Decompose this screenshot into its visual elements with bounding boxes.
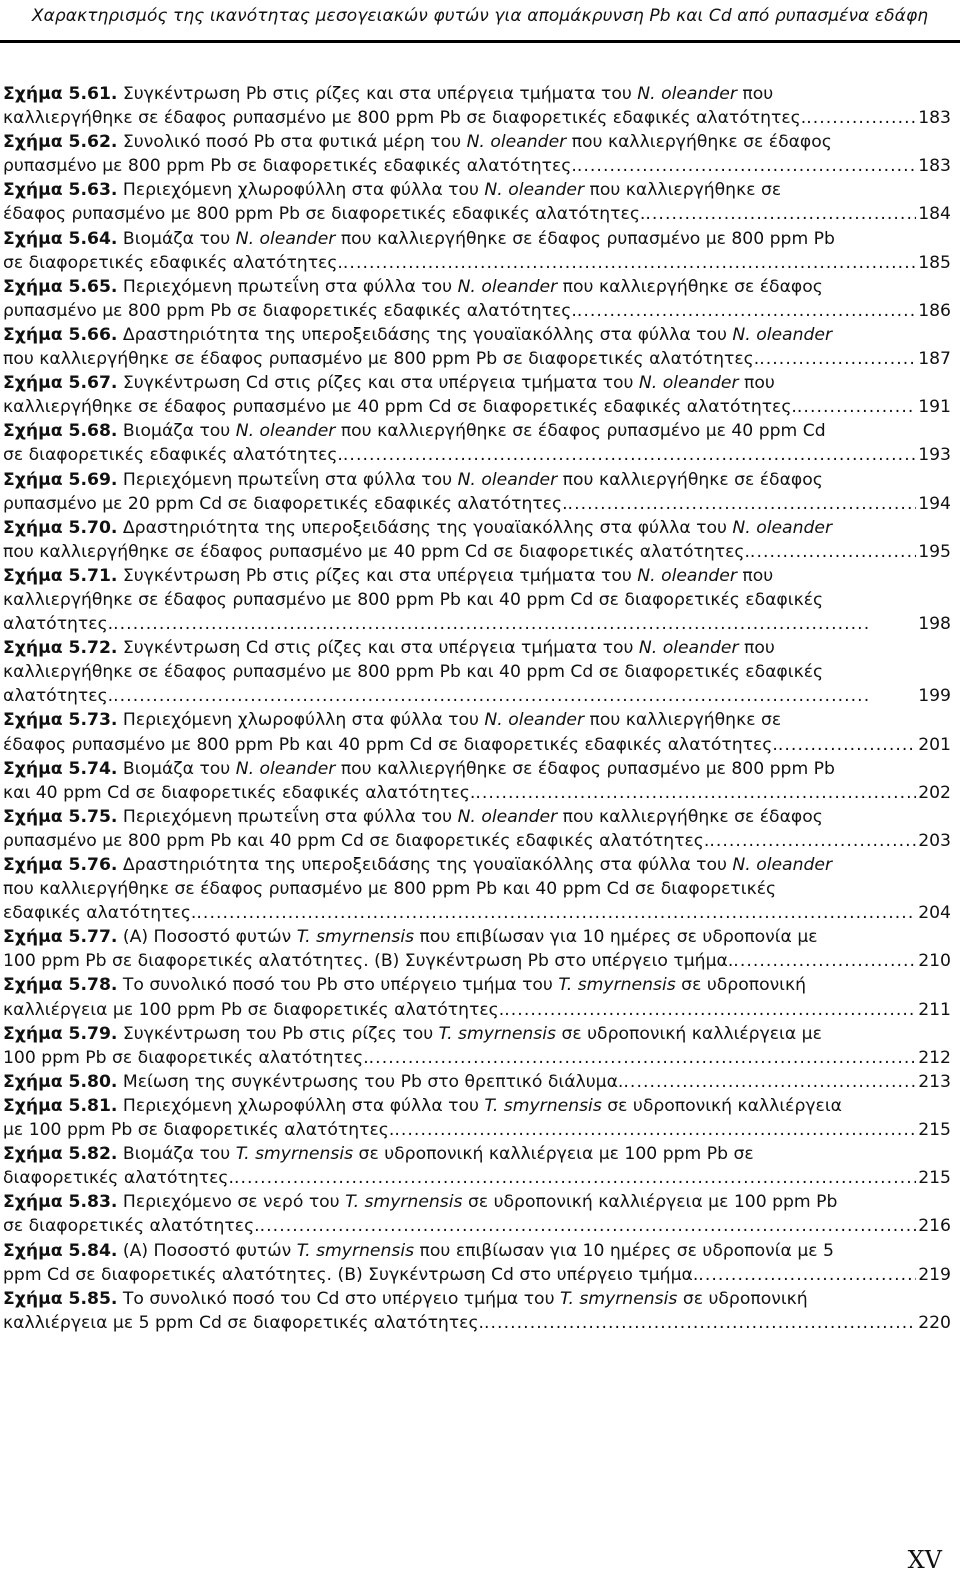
entry-line [3,925,951,949]
dot-leader [645,202,916,226]
figure-entry[interactable] [3,516,951,564]
entry-text: 100 ppm Pb σε διαφορετικές αλατότητες. (Β) Συγκέντρωση Pb στο υπέργειο τμήμα. [3,951,734,972]
dot-leader [778,733,916,757]
entry-text: Βιομάζα του [117,758,236,779]
species-name: N. oleander [732,855,833,875]
species-name: N. oleander [638,373,739,394]
page-reference: 186 [918,300,951,321]
entry-text: που καλλιεργήθηκε σε έδαφος ρυπασμένο με 800 ppm Pb σε διαφορετικές αλατότητες. [3,349,760,370]
figure-entry[interactable] [3,925,951,973]
entry-line [3,323,951,347]
entry-text: Μείωση της συγκέντρωσης του Pb στο θρεπτικό διάλυμα. [117,1071,624,1092]
figure-number: Σχήμα 5.77. [3,927,118,948]
figure-number: Σχήμα 5.61. [3,84,118,104]
species-name: N. oleander [732,324,833,345]
page-reference: 185 [918,252,951,273]
entry-text: καλλιεργήθηκε σε έδαφος ρυπασμένο με 800 ppm Pb σε διαφορετικές εδαφικές αλατότητες. [3,108,807,129]
dot-leader [475,781,916,805]
dot-leader [343,443,916,467]
entry-line [3,877,951,901]
entry-line [3,949,733,973]
figure-entry[interactable] [3,1070,951,1094]
entry-line [3,106,806,130]
species-name: N. oleander [638,638,739,659]
entry-line [3,1142,951,1166]
entry-text: Συγκέντρωση Pb στις ρίζες και στα υπέργεια τμήματα του [117,565,638,586]
entry-text: και 40 ppm Cd σε διαφορετικές εδαφικές αλατότητες. [3,782,476,803]
page-reference: 191 [918,397,951,418]
entry-text: ρυπασμένο με 800 ppm Pb σε διαφορετικές εδαφικές αλατότητες. [3,156,577,177]
dot-leader [234,1166,916,1190]
page-reference: 187 [918,349,951,370]
entry-text: Δραστηριότητα της υπεροξειδάσης της γουαϊακόλλης στα φύλλα του [117,855,733,875]
page-reference: 184 [918,204,951,225]
entry-text: με 100 ppm Pb σε διαφορετικές αλατότητες. [3,1120,395,1141]
entry-text: έδαφος ρυπασμένο με 800 ppm Pb σε διαφορετικές εδαφικές αλατότητες. [3,204,646,225]
species-name: T. smyrnensis [559,1288,678,1309]
dot-leader [623,1070,916,1094]
entry-line [3,1046,369,1070]
entry-line [3,395,797,419]
entry-text: Περιεχόμενη πρωτεΐνη στα φύλλα του [117,276,458,297]
entry-text: αλατότητες. [3,686,114,707]
header-title: Χαρακτηρισμός της ικανότητας μεσογειακών φυτών για απομάκρυνση Pb και Cd από ρυπασμένα εδάφη [31,6,929,26]
figure-entry[interactable] [3,564,951,636]
entry-text: που [738,373,775,394]
entry-text: που επιβίωσαν για 10 ημέρες σε υδροπονία με [414,927,818,948]
dot-leader [343,251,916,275]
dot-leader [484,1311,916,1335]
entry-text: που καλλιεργήθηκε σε έδαφος ρυπασμένο με 40 ppm Cd σε διαφορετικές αλατότητες. [3,541,750,562]
figure-entry[interactable] [3,636,951,708]
entry-text: καλλιέργεια με 100 ppm Pb σε διαφορετικές αλατότητες. [3,999,505,1020]
header-rule [0,40,960,43]
entry-line [3,347,759,371]
entry-text: καλλιέργεια με 5 ppm Cd σε διαφορετικές αλατότητες. [3,1312,484,1333]
entry-text: ρυπασμένο με 800 ppm Pb σε διαφορετικές εδαφικές αλατότητες. [3,300,577,321]
figure-entry[interactable] [3,973,951,1021]
figure-number: Σχήμα 5.81. [3,1095,118,1116]
dot-leader [369,1046,917,1070]
entry-line [3,371,951,395]
entry-text: (Α) Ποσοστό φυτών [117,1240,297,1261]
figure-entry[interactable] [3,227,951,275]
entry-text: που καλλιεργήθηκε σε έδαφος [566,132,832,153]
figure-number: Σχήμα 5.68. [3,421,118,442]
entry-text: σε διαφορετικές αλατότητες. [3,1216,260,1237]
figure-number: Σχήμα 5.83. [3,1192,118,1213]
page-reference: 201 [918,734,951,755]
entry-text: διαφορετικές αλατότητες. [3,1168,234,1189]
entry-text: που καλλιεργήθηκε σε έδαφος [557,276,823,297]
entry-line [3,492,568,516]
figure-number: Σχήμα 5.71. [3,565,118,586]
entry-text: Βιομάζα του [117,421,236,442]
entry-text: καλλιεργήθηκε σε έδαφος ρυπασμένο με 40 ppm Cd σε διαφορετικές εδαφικές αλατότητες. [3,397,797,418]
figure-number: Σχήμα 5.70. [3,517,118,538]
page-reference: 194 [918,493,951,514]
entry-line [3,612,113,636]
species-name: T. smyrnensis [438,1023,556,1044]
dot-leader [709,829,916,853]
species-name: N. oleander [235,228,336,249]
entry-line [3,1263,698,1287]
species-name: N. oleander [457,276,558,297]
page-number: XV [907,1546,942,1574]
page-reference: 204 [918,903,951,924]
entry-text: Περιεχόμενη χλωροφύλλη στα φύλλα του [117,710,485,731]
figure-number: Σχήμα 5.76. [3,855,118,875]
entry-line [3,130,951,154]
figure-number: Σχήμα 5.74. [3,758,118,779]
figure-number: Σχήμα 5.66. [3,324,118,345]
dot-leader [698,1263,916,1287]
figure-number: Σχήμα 5.84. [3,1240,118,1261]
dot-leader [568,492,917,516]
species-name: N. oleander [235,758,336,779]
entry-text: Συγκέντρωση Pb στις ρίζες και στα υπέργεια τμήματα του [117,84,638,104]
entry-line [3,660,951,684]
figure-entry[interactable] [3,1142,951,1190]
entry-line [3,757,951,781]
page-reference: 212 [918,1047,951,1068]
species-name: N. oleander [235,421,336,442]
entry-text: (Α) Ποσοστό φυτών [117,927,297,948]
entry-line [3,684,113,708]
figure-number: Σχήμα 5.82. [3,1144,118,1165]
dot-leader [394,1118,916,1142]
entry-text: που καλλιεργήθηκε σε έδαφος ρυπασμένο με 800 ppm Pb [335,228,835,249]
figure-entry[interactable] [3,853,951,925]
figure-entry[interactable] [3,1287,951,1335]
entry-text: αλατότητες. [3,614,114,635]
page-reference: 213 [918,1071,951,1092]
entry-line [3,1022,951,1046]
entry-text: που [738,638,775,659]
entry-line [3,588,951,612]
figure-number: Σχήμα 5.79. [3,1023,118,1044]
entry-text: σε υδροπονική καλλιέργεια με [556,1023,822,1044]
figure-number: Σχήμα 5.65. [3,276,118,297]
entry-text: Συγκέντρωση Cd στις ρίζες και στα υπέργεια τμήματα του [117,373,639,394]
entry-line [3,275,951,299]
entry-line [3,82,951,106]
entry-line [3,227,951,251]
figure-entry[interactable] [3,757,951,805]
figure-entry[interactable] [3,1094,951,1142]
entry-line [3,733,778,757]
page-reference: 216 [918,1216,951,1237]
figure-number: Σχήμα 5.85. [3,1288,118,1309]
entry-text: που καλλιεργήθηκε σε έδαφος [557,469,823,490]
entry-text: Συγκέντρωση του Pb στις ρίζες του [117,1023,439,1044]
entry-line [3,564,951,588]
page-reference: 215 [918,1120,951,1141]
dot-leader [759,347,916,371]
figure-entry[interactable] [3,419,951,467]
entry-text: που καλλιεργήθηκε σε έδαφος ρυπασμένο με 800 ppm Pb [335,758,835,779]
dot-leader [504,998,916,1022]
species-name: N. oleander [457,469,558,490]
species-name: N. oleander [457,806,558,827]
entry-line [3,1287,951,1311]
figure-number: Σχήμα 5.73. [3,710,118,731]
entry-text: Περιεχόμενη πρωτεΐνη στα φύλλα του [117,806,458,827]
page-reference: 183 [918,108,951,129]
entry-line [3,154,577,178]
species-name: N. oleander [466,132,567,153]
species-name: N. oleander [484,180,585,201]
entry-text: που καλλιεργήθηκε σε [584,710,782,731]
entry-text: Περιεχόμενη χλωροφύλλη στα φύλλα του [117,1095,485,1116]
entry-text: σε διαφορετικές εδαφικές αλατότητες. [3,252,343,273]
entry-text: που καλλιεργήθηκε σε έδαφος ρυπασμένο με 800 ppm Pb και 40 ppm Cd σε διαφορετικές [3,879,777,900]
entry-line [3,251,343,275]
species-name: N. oleander [484,710,585,731]
species-name: T. smyrnensis [296,927,415,948]
entry-line [3,1239,951,1263]
species-name: T. smyrnensis [484,1095,602,1116]
figure-number: Σχήμα 5.75. [3,806,118,827]
figure-number: Σχήμα 5.63. [3,180,118,201]
entry-text: σε υδροπονική [675,975,807,996]
entry-line [3,1166,234,1190]
entry-text: που [736,84,774,104]
figure-number: Σχήμα 5.72. [3,638,118,659]
species-name: T. smyrnensis [235,1144,354,1165]
entry-text: που καλλιεργήθηκε σε έδαφος [557,806,823,827]
page-reference: 220 [918,1312,951,1333]
page-reference: 195 [918,541,951,562]
entry-text: που καλλιεργήθηκε σε [584,180,782,201]
entry-text: που [736,565,774,586]
figure-entry[interactable] [3,468,951,516]
dot-leader [806,106,916,130]
entry-text: σε υδροπονική καλλιέργεια με 100 ppm Pb [462,1192,838,1213]
figure-number: Σχήμα 5.69. [3,469,118,490]
entry-line [3,901,196,925]
figure-entry[interactable] [3,708,951,756]
entry-line [3,805,951,829]
entry-line [3,829,709,853]
dot-leader [577,154,916,178]
list-of-figures [3,82,951,1335]
running-header [0,0,960,48]
entry-text: Συνολικό ποσό Pb στα φυτικά μέρη του [117,132,467,153]
entry-line [3,1190,951,1214]
entry-line [3,540,750,564]
dot-leader [113,612,916,636]
figure-number: Σχήμα 5.78. [3,975,118,996]
dot-leader [113,684,916,708]
species-name: N. oleander [732,517,833,538]
entry-line [3,853,951,877]
figure-entry[interactable] [3,275,951,323]
page-reference: 219 [918,1264,951,1285]
figure-number: Σχήμα 5.64. [3,228,118,249]
dot-leader [577,299,916,323]
entry-line [3,299,577,323]
entry-text: έδαφος ρυπασμένο με 800 ppm Pb και 40 ppm Cd σε διαφορετικές εδαφικές αλατότητες. [3,734,778,755]
entry-line [3,1118,394,1142]
entry-text: που επιβίωσαν για 10 ημέρες σε υδροπονία με 5 [414,1240,834,1261]
figure-entry[interactable] [3,82,951,130]
entry-line [3,708,951,732]
page-reference: 210 [918,951,951,972]
page-reference: 211 [918,999,951,1020]
page-reference: 203 [918,830,951,851]
figure-entry[interactable] [3,1190,951,1238]
page-reference: 183 [918,156,951,177]
entry-line [3,1214,260,1238]
entry-line [3,443,343,467]
entry-text: Βιομάζα του [117,228,236,249]
entry-text: Περιεχόμενη πρωτεΐνη στα φύλλα του [117,469,458,490]
entry-text: σε υδροπονική καλλιέργεια [601,1095,842,1116]
entry-line [3,781,475,805]
entry-line [3,1311,484,1335]
page-reference: 193 [918,445,951,466]
figure-entry[interactable] [3,805,951,853]
dot-leader [260,1214,917,1238]
entry-text: Δραστηριότητα της υπεροξειδάσης της γουαϊακόλλης στα φύλλα του [117,517,733,538]
entry-line [3,202,645,226]
entry-line [3,998,504,1022]
entry-line [3,419,951,443]
entry-text: που καλλιεργήθηκε σε έδαφος ρυπασμένο με 40 ppm Cd [335,421,826,442]
dot-leader [733,949,916,973]
dot-leader [797,395,916,419]
entry-text: καλλιεργήθηκε σε έδαφος ρυπασμένο με 800 ppm Pb και 40 ppm Cd σε διαφορετικές εδαφικές [3,662,824,683]
page-reference: 202 [918,782,951,803]
species-name: N. oleander [637,565,737,586]
page-reference: 199 [918,686,951,707]
dot-leader [750,540,916,564]
figure-entry[interactable] [3,130,951,178]
entry-line [3,1094,951,1118]
entry-text: Συγκέντρωση Cd στις ρίζες και στα υπέργεια τμήματα του [117,638,639,659]
entry-text: Περιεχόμενο σε νερό του [117,1192,346,1213]
figure-entry[interactable] [3,371,951,419]
page-reference: 198 [918,614,951,635]
entry-text: Περιεχόμενη χλωροφύλλη στα φύλλα του [117,180,485,201]
entry-text: Βιομάζα του [117,1144,236,1165]
entry-line [3,178,951,202]
entry-text: ρυπασμένο με 800 ppm Pb και 40 ppm Cd σε διαφορετικές εδαφικές αλατότητες. [3,830,710,851]
entry-text: ppm Cd σε διαφορετικές αλατότητες. (Β) Συγκέντρωση Cd στο υπέργειο τμήμα. [3,1264,699,1285]
entry-line [3,973,951,997]
figure-entry[interactable] [3,1239,951,1287]
figure-number: Σχήμα 5.62. [3,132,118,153]
entry-text: σε διαφορετικές εδαφικές αλατότητες. [3,445,343,466]
entry-text: ρυπασμένο με 20 ppm Cd σε διαφορετικές εδαφικές αλατότητες. [3,493,568,514]
figure-entry[interactable] [3,1022,951,1070]
figure-number: Σχήμα 5.80. [3,1071,118,1092]
species-name: N. oleander [637,84,737,104]
entry-text: 100 ppm Pb σε διαφορετικές αλατότητες. [3,1047,369,1068]
entry-text: σε υδροπονική [677,1288,808,1309]
entry-text: εδαφικές αλατότητες. [3,903,197,924]
entry-line [3,1070,623,1094]
entry-text: Το συνολικό ποσό του Cd στο υπέργειο τμήμα του [117,1288,560,1309]
entry-text: Το συνολικό ποσό του Pb στο υπέργειο τμήμα του [117,975,559,996]
entry-text: καλλιεργήθηκε σε έδαφος ρυπασμένο με 800 ppm Pb και 40 ppm Cd σε διαφορετικές εδαφικές [3,589,824,610]
figure-entry[interactable] [3,323,951,371]
figure-entry[interactable] [3,178,951,226]
dot-leader [196,901,916,925]
entry-line [3,468,951,492]
species-name: T. smyrnensis [345,1192,463,1213]
species-name: T. smyrnensis [296,1240,415,1261]
page-reference: 215 [918,1168,951,1189]
entry-text: σε υδροπονική καλλιέργεια με 100 ppm Pb σε [353,1144,754,1165]
entry-line [3,636,951,660]
figure-number: Σχήμα 5.67. [3,373,118,394]
entry-text: Δραστηριότητα της υπεροξειδάσης της γουαϊακόλλης στα φύλλα του [117,324,733,345]
species-name: T. smyrnensis [558,975,676,996]
entry-line [3,516,951,540]
